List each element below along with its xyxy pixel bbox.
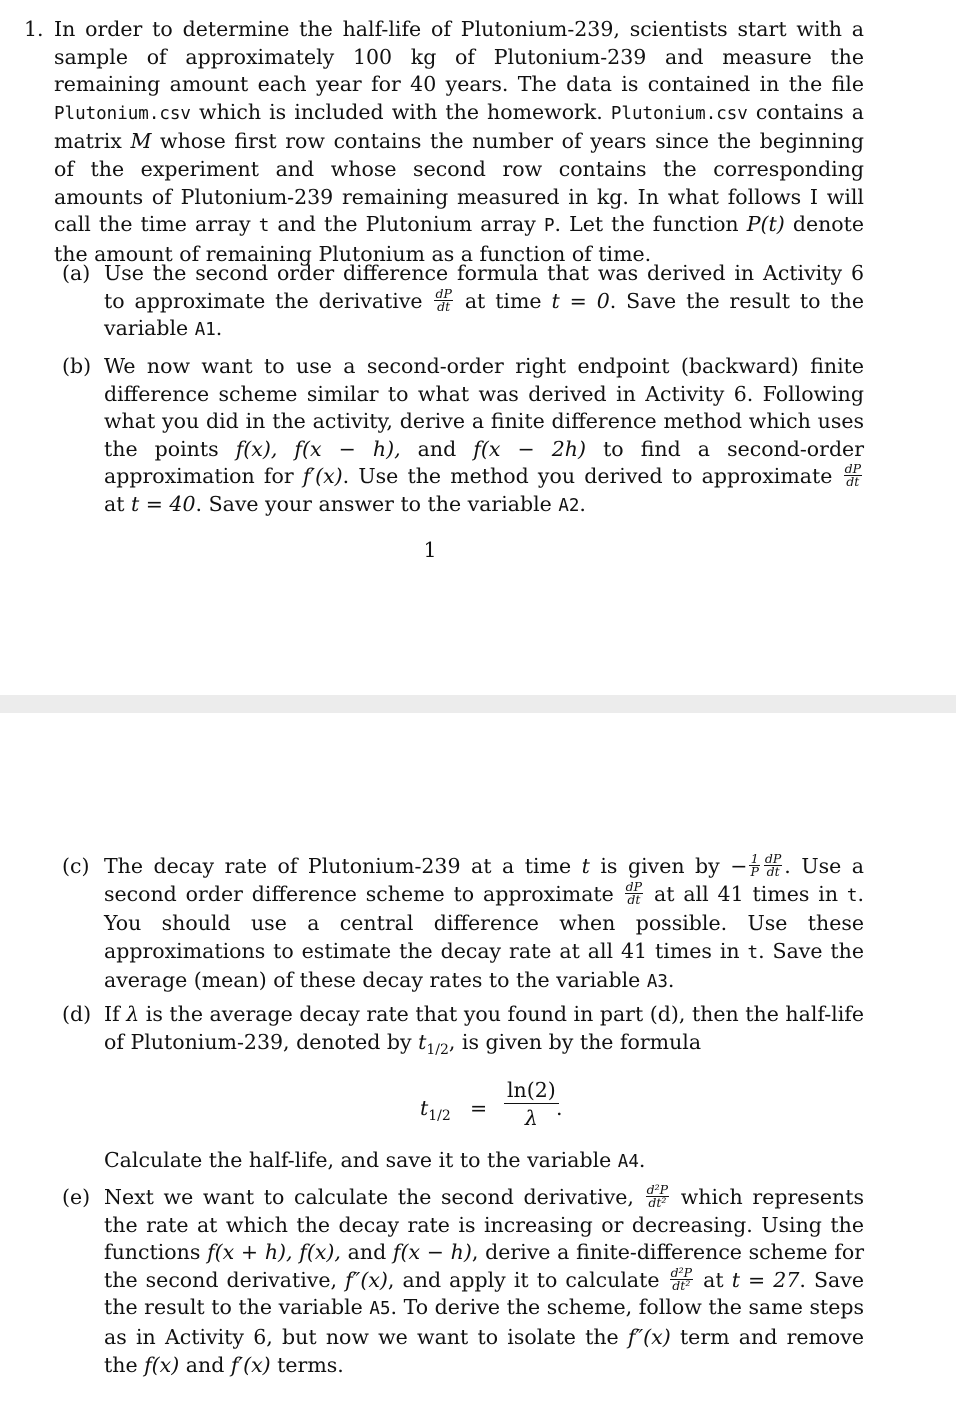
part-label: (d) [62,1002,92,1026]
part-c-text: The decay rate of Plutonium-239 at a time t is given by − $\frac{1}{P}$ $\frac{dP}{dt}$ . Use a second order difference scheme to approximate $\frac{dP}{dt}$ at all 41 times in t. You should use a central difference when possible. Use these approximations to estimate the decay rate at all 41 times in t. Save the average (mean) of these decay rates to the variable A3. [104,851,864,993]
part-label: (a) [62,261,91,285]
part-label: (c) [62,854,90,878]
part-d-text: If λ is the average decay rate that you found in part (d), then the half-life of Plutonium-239, denoted by $t_{1/2}$, is given by the formula [104,1002,865,1058]
variable-a3: A3 [646,972,668,993]
part-a [62,260,864,345]
page-separator [0,695,956,713]
fraction-dp-dt: $\frac{dP}{dt}$ [764,851,782,879]
csv-filename: Plutonium.csv [54,103,191,124]
time-array-name: t [258,216,270,237]
part-c [62,853,864,997]
variable-a5: A5 [369,1299,391,1320]
part-d-calc-text: Calculate the half-life, and save it to the variable A4. [104,1148,646,1172]
fraction-dp-dt: $\frac{dP}{dt}$ [435,285,452,314]
fraction-dp-dt: $\frac{dP}{dt}$ [844,461,861,490]
plutonium-array-name: P [543,216,555,237]
half-life-formula: $t_{1/2}$ = ln(2) λ . [420,1078,563,1130]
fraction-d2p-dt2: $\frac{\text{d²P}}{\text{dt²}}$ [670,1264,693,1293]
part-b-text: We now want to use a second-order right endpoint (backward) finite difference scheme similar to what was derived in Activity 6. Following what you did in the activity, derive a finite difference method which uses the points f(x), f(x − h), and f(x − 2h) to find a second-order approximation for f′(x). Use the method you derived to approximate $\frac{dP}{dt}$ at t = 40. Save your answer to the variable A2. [104,354,864,516]
fraction-one-over-p: $\frac{1}{P}$ [750,851,759,879]
variable-a1: A1 [194,320,216,341]
problem-1 [24,16,864,268]
fraction-dp-dt: $\frac{dP}{dt}$ [625,878,643,907]
part-e-text: Next we want to calculate the second derivative, $\frac{\text{d²P}}{\text{dt²}}$ which represents the rate at which the decay rate is increasing or decreasing. Using the functions f(x + h), f(x), and f(x − h), derive a finite-difference scheme for the second derivative, f″(x), and apply it to calculate $\frac{\text{d²P}}{\text{dt²}}$ at t = 27. Save the result to the variable A5. To derive the scheme, follow the same steps as in Activity 6, but now we want to isolate the f″(x) term and remove the f(x) and f′(x) terms. [104,1182,865,1377]
variable-a2: A2 [558,495,580,516]
part-a-text: Use the second order difference formula that was derived in Activity 6 to approximate the derivative $\frac{dP}{dt}$ at time t = 0. Save the result to the variable A1. [104,261,864,341]
part-e [62,1184,864,1379]
page-1 [0,0,956,695]
fraction-d2p-dt2: $\frac{\text{d²P}}{\text{dt²}}$ [646,1182,669,1210]
part-label: (b) [62,354,92,378]
part-b [62,353,864,521]
page-number: 1 [423,538,437,562]
part-d [62,1001,864,1064]
problem-number: 1. [24,17,44,41]
variable-a4: A4 [617,1152,639,1172]
problem-intro: In order to determine the half-life of Plutonium-239, scientists start with a sample of approximately 100 kg of Plutonium-239 and measure the remaining amount each year for 40 years. The data is contained in the file Plutonium.csv which is included with the homework. Plutonium.csv contains a matrix M whose first row contains the number of years since the beginning of the experiment and whose second row contains the corresponding amounts of Plutonium-239 remaining measured in kg. In what follows I will call the time array t and the Plutonium array P. Let the function P(t) denote the amount of remaining Plutonium as a function of time. [54,17,864,266]
part-label: (e) [62,1185,91,1209]
